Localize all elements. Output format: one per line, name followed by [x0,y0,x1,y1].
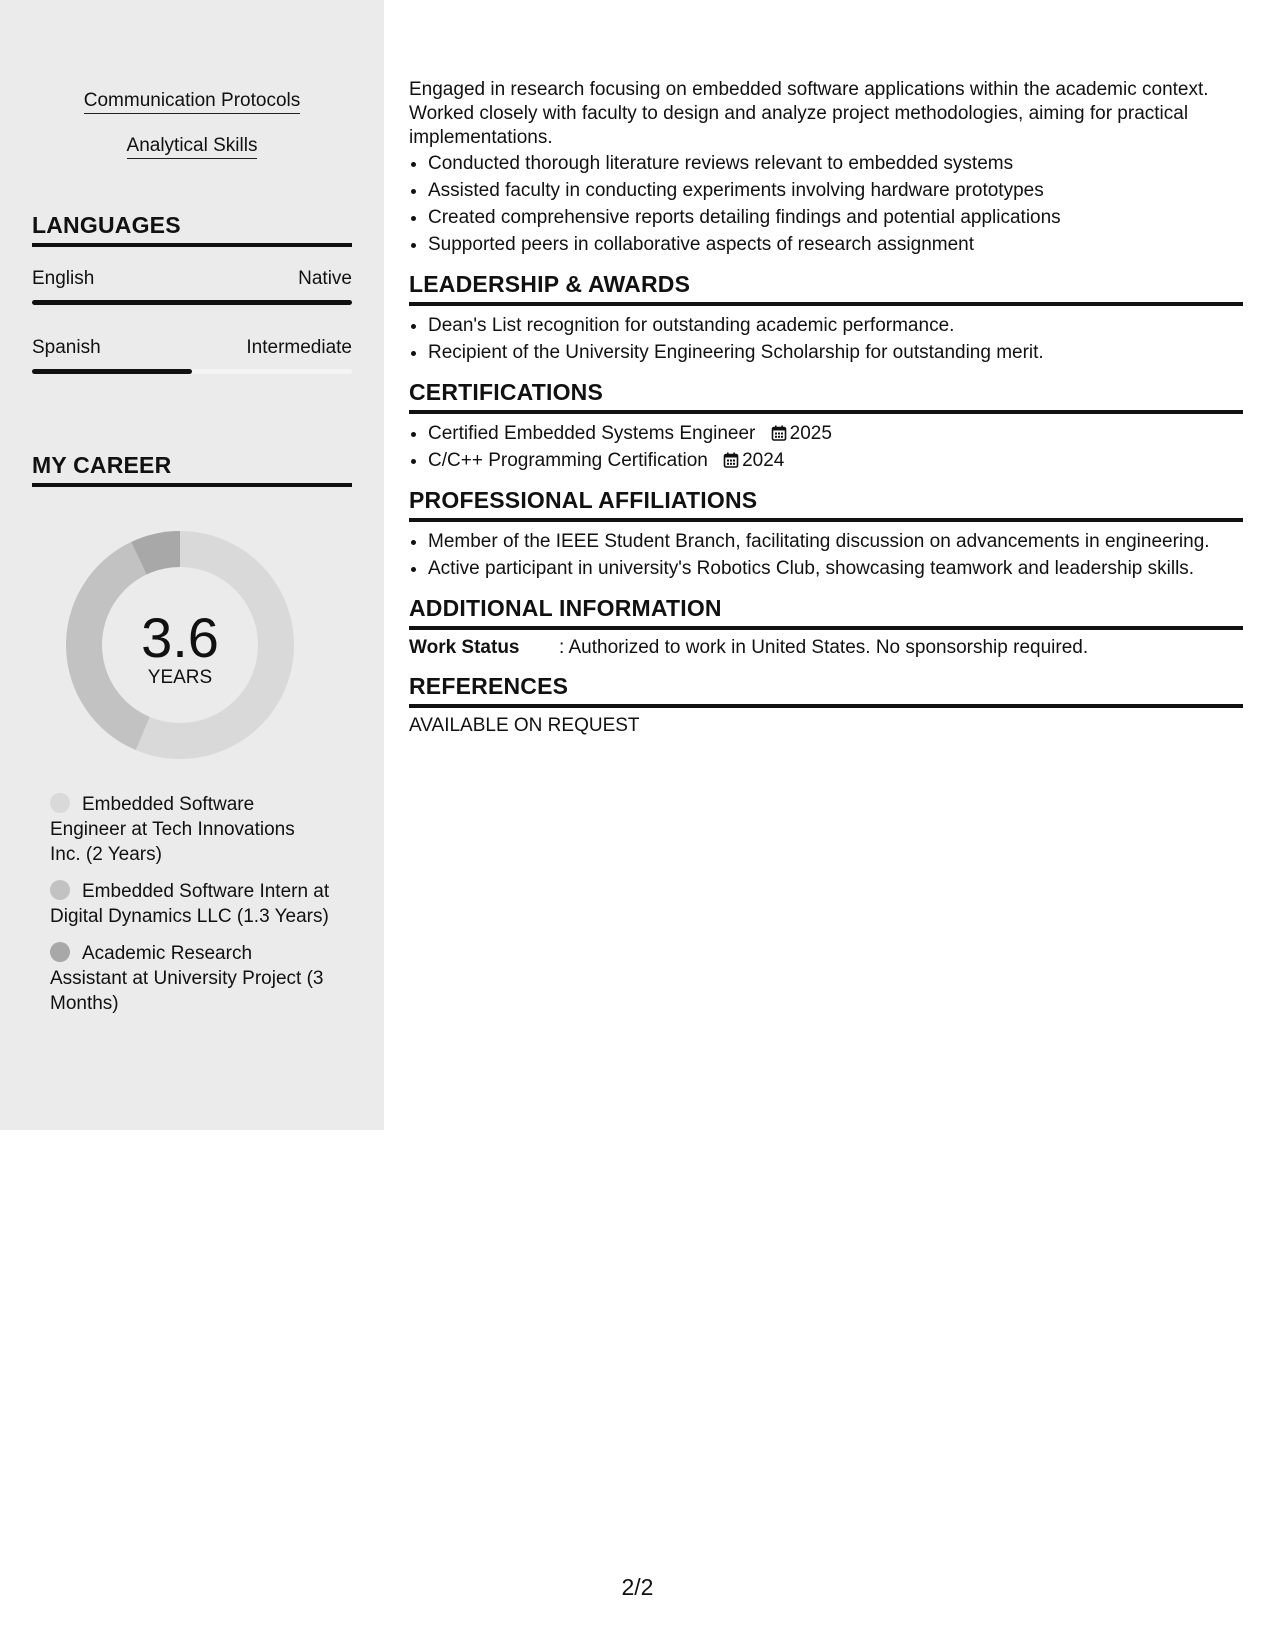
career-legend-item [50,792,330,867]
career-legend-label: Embedded Software Engineer at Tech Innovations Inc. (2 Years) [50,794,295,865]
certification-name: C/C++ Programming Certification [428,450,708,471]
career-total-years: 3.6 [141,606,219,669]
research-intro: Engaged in research focusing on embedded software applications within the academic context. Worked closely with faculty to design and analyze project methodologies, aiming for practical implementations. [409,79,1209,148]
affiliations-bullets [409,528,1243,582]
calendar-icon [771,425,787,441]
additional-info-heading: ADDITIONAL INFORMATION [409,594,1243,630]
skill-label: Analytical Skills [127,135,258,159]
calendar-icon [723,452,739,468]
certification-name: Certified Embedded Systems Engineer [428,423,756,444]
list-item: • Member of the IEEE Student Branch, facilitating discussion on advancements in engineering. [428,528,1243,555]
certification-year: 2024 [742,450,785,471]
career-donut-chart [66,531,294,759]
leadership-heading: LEADERSHIP & AWARDS [409,270,1243,306]
affiliations-heading: PROFESSIONAL AFFILIATIONS [409,486,1243,522]
list-item: • Conducted thorough literature reviews relevant to embedded systems [428,150,1243,177]
skill-label: Communication Protocols [84,90,300,114]
language-proficiency-bar [32,369,352,374]
list-item: • Dean's List recognition for outstanding academic performance. [428,312,1243,339]
sidebar [0,0,384,1130]
language-level: Intermediate [246,337,352,358]
page-number: 2/2 [621,1574,654,1600]
language-row [32,337,352,359]
certification-item [428,447,1243,474]
list-item: • Created comprehensive reports detailing findings and potential applications [428,204,1243,231]
career-legend-label: Embedded Software Intern at Digital Dynamics LLC (1.3 Years) [50,881,330,927]
list-item: • Recipient of the University Engineering Scholarship for outstanding merit. [428,339,1243,366]
language-row [32,268,352,290]
language-name: Spanish [32,337,101,358]
career-legend [50,792,330,1028]
certifications-heading: CERTIFICATIONS [409,378,1243,414]
leadership-bullets [409,312,1243,366]
language-proficiency-fill [32,300,352,305]
skill-item[interactable] [0,89,384,113]
language-proficiency-bar [32,300,352,305]
language-proficiency-fill [32,369,192,374]
list-item: • Assisted faculty in conducting experiments involving hardware prototypes [428,177,1243,204]
legend-dot-icon [50,793,70,813]
work-status-row [409,636,1243,660]
list-item: • Supported peers in collaborative aspects of research assignment [428,231,1243,258]
career-legend-item [50,941,330,1016]
work-status-value: : Authorized to work in United States. No sponsorship required. [559,637,1089,658]
career-legend-label: Academic Research Assistant at University Project (3 Months) [50,943,324,1014]
references-text: AVAILABLE ON REQUEST [409,715,640,736]
certifications-list [409,420,1243,474]
legend-dot-icon [50,942,70,962]
research-bullets [409,150,1243,258]
language-level: Native [298,268,352,289]
legend-dot-icon [50,880,70,900]
references-heading: REFERENCES [409,672,1243,708]
career-legend-item [50,879,330,929]
languages-heading: LANGUAGES [32,212,352,247]
language-name: English [32,268,95,289]
certification-year: 2025 [789,423,832,444]
career-unit: YEARS [147,667,213,688]
career-heading: MY CAREER [32,452,352,487]
certification-item [428,420,1243,447]
skill-item[interactable] [0,134,384,158]
work-status-label: Work Status [409,637,520,658]
list-item: • Active participant in university's Robotics Club, showcasing teamwork and leadership skills. [428,555,1243,582]
main-content [409,78,1243,738]
